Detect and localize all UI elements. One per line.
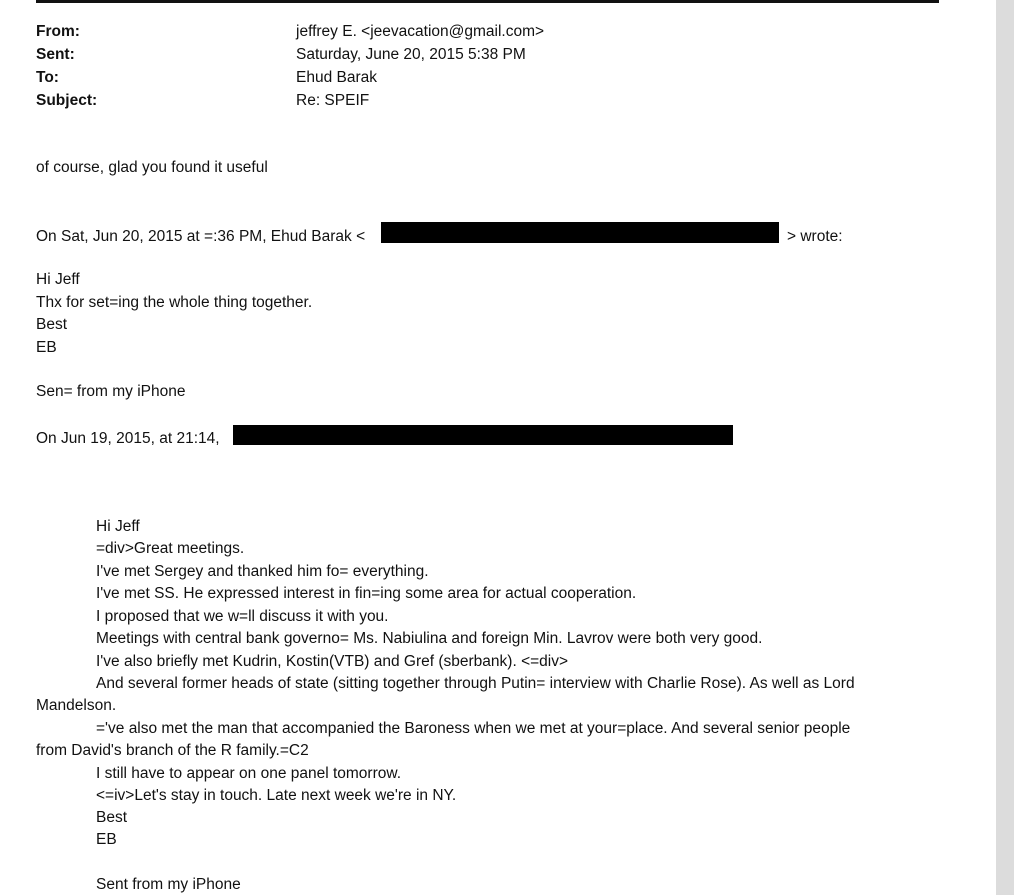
quote2-line: =div>Great meetings. bbox=[96, 540, 245, 557]
quote1-signature: Sen= from my iPhone bbox=[36, 383, 186, 400]
quote1-line: Hi Jeff bbox=[36, 271, 80, 288]
quote1-intro-end: > wrote: bbox=[787, 228, 843, 245]
quote2-line: EB bbox=[96, 831, 117, 848]
quote2-line: Mandelson. bbox=[36, 697, 117, 714]
quote2-line: Hi Jeff bbox=[96, 518, 140, 535]
scrollbar[interactable] bbox=[996, 0, 1014, 895]
sent-label: Sent: bbox=[36, 46, 75, 63]
quote2-line: I've also briefly met Kudrin, Kostin(VTB) and Gref (sberbank). <=div> bbox=[96, 653, 569, 670]
reply-body: of course, glad you found it useful bbox=[36, 159, 268, 176]
redaction-bar bbox=[233, 425, 733, 445]
subject-value: Re: SPEIF bbox=[296, 92, 370, 109]
quote2-line: And several former heads of state (sitting together through Putin= interview with Charlie Rose). As well as Lord bbox=[96, 675, 855, 692]
sent-value: Saturday, June 20, 2015 5:38 PM bbox=[296, 46, 526, 63]
quote2-line: I've met Sergey and thanked him fo= everything. bbox=[96, 563, 429, 580]
quote2-signature: Sent from my iPhone bbox=[96, 876, 241, 893]
quote2-line: Best bbox=[96, 809, 128, 826]
quote2-line: I've met SS. He expressed interest in fin=ing some area for actual cooperation. bbox=[96, 585, 637, 602]
to-value: Ehud Barak bbox=[296, 69, 377, 86]
to-label: To: bbox=[36, 69, 59, 86]
quote1-line: Thx for set=ing the whole thing together. bbox=[36, 294, 313, 311]
quote1-line: Best bbox=[36, 316, 68, 333]
quote2-line: I proposed that we w=ll discuss it with you. bbox=[96, 608, 389, 625]
quote2-intro: On Jun 19, 2015, at 21:14, bbox=[36, 430, 220, 447]
quote2-line: <=iv>Let's stay in touch. Late next week we're in NY. bbox=[96, 787, 457, 804]
redaction-bar bbox=[381, 222, 779, 243]
quote2-line: ='ve also met the man that accompanied the Baroness when we met at your=place. And several senior people bbox=[96, 720, 851, 737]
quote2-line: from David's branch of the R family.=C2 bbox=[36, 742, 309, 759]
quote1-line: EB bbox=[36, 339, 57, 356]
top-rule bbox=[36, 0, 939, 3]
quote2-line: I still have to appear on one panel tomorrow. bbox=[96, 765, 402, 782]
from-label: From: bbox=[36, 23, 80, 40]
subject-label: Subject: bbox=[36, 92, 98, 109]
quote1-intro-start: On Sat, Jun 20, 2015 at =:36 PM, Ehud Barak < bbox=[36, 228, 366, 245]
quote2-line: Meetings with central bank governo= Ms. Nabiulina and foreign Min. Lavrov were both very good. bbox=[96, 630, 763, 647]
from-value: jeffrey E. <jeevacation@gmail.com> bbox=[296, 23, 545, 40]
